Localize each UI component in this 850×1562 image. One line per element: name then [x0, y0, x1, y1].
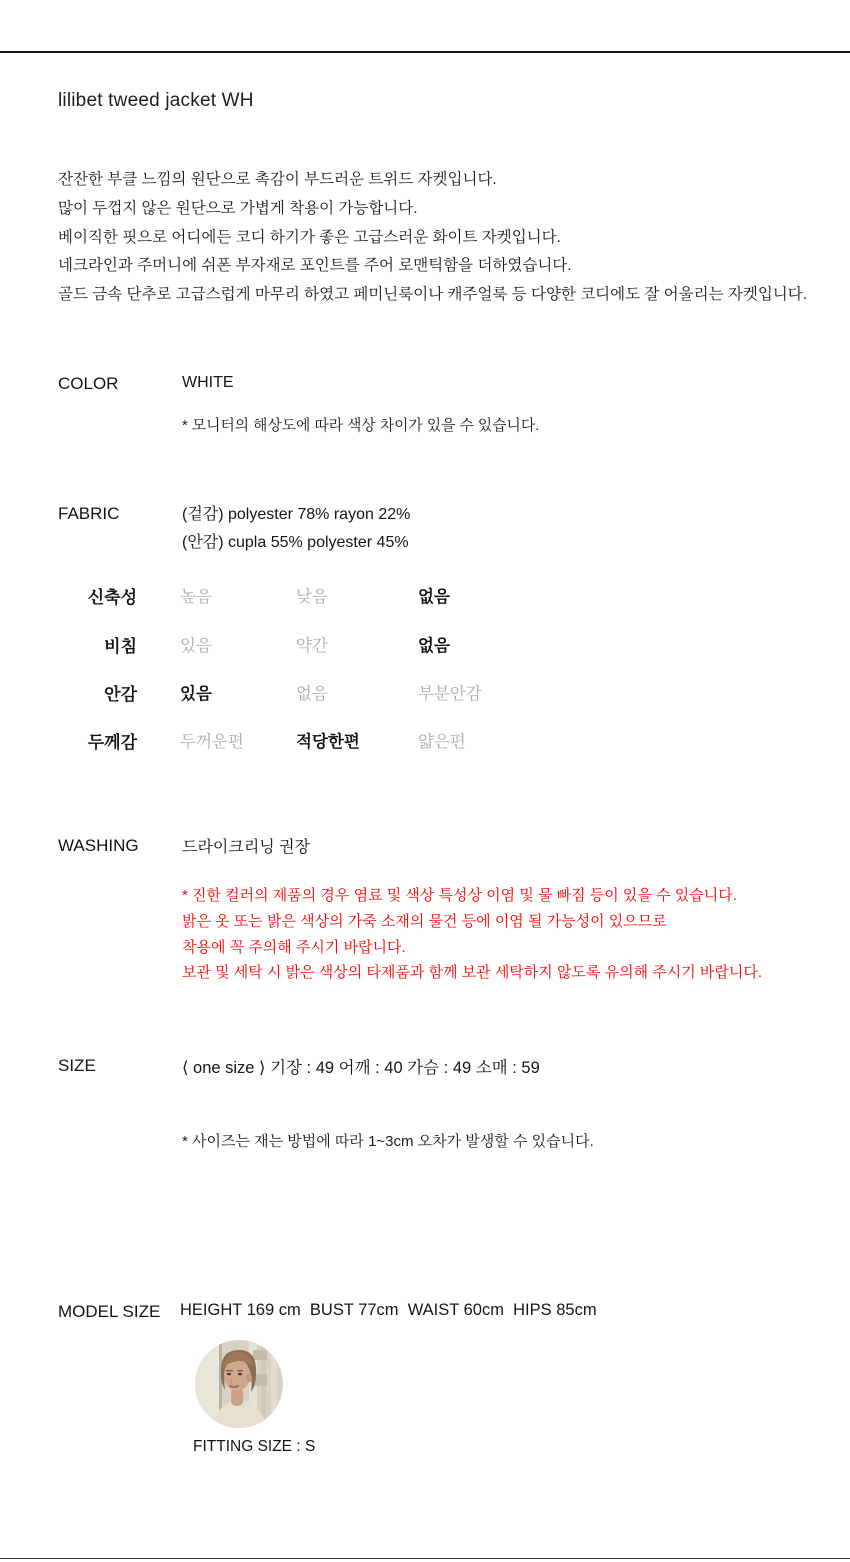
fabric-section-label: FABRIC [58, 504, 120, 523]
attr-option: 부분안감 [418, 685, 482, 703]
model-size-value: HEIGHT 169 cm BUST 77cm WAIST 60cm HIPS 85cm [180, 1301, 597, 1319]
attr-option: 높음 [180, 588, 212, 606]
attr-label-sheer: 비침 [104, 637, 137, 656]
model-photo [195, 1340, 283, 1428]
attr-option: 적당한편 [296, 733, 360, 751]
washing-warning-line: 밝은 옷 또는 밝은 색상의 가죽 소재의 물건 등에 이염 될 가능성이 있으므로 [182, 913, 667, 930]
attr-option: 없음 [296, 685, 328, 703]
model-size-section-label: MODEL SIZE [58, 1302, 161, 1321]
attr-label-lining: 안감 [104, 685, 137, 704]
attr-option: 약간 [296, 637, 328, 655]
description-line: 베이직한 핏으로 어디에든 코디 하기가 좋은 고급스러운 화이트 자켓입니다. [58, 229, 561, 246]
fabric-outer: (겉감) polyester 78% rayon 22% [182, 506, 411, 523]
attr-option: 낮음 [296, 588, 328, 606]
description-line: 잔잔한 부클 느낌의 원단으로 촉감이 부드러운 트위드 자켓입니다. [58, 171, 497, 188]
description-line: 많이 두껍지 않은 원단으로 가볍게 착용이 가능합니다. [58, 200, 418, 217]
attr-option: 없음 [418, 637, 450, 655]
color-section-label: COLOR [58, 374, 119, 393]
attr-label-thickness: 두께감 [87, 733, 137, 752]
washing-warning-line: 착용에 꼭 주의해 주시기 바랍니다. [182, 939, 406, 956]
size-section-label: SIZE [58, 1056, 96, 1075]
size-value: ⟨ one size ⟩ 기장 : 49 어깨 : 40 가슴 : 49 소매 : 59 [182, 1059, 540, 1077]
attr-option: 없음 [418, 588, 450, 606]
washing-value: 드라이크리닝 권장 [182, 839, 311, 856]
product-title: lilibet tweed jacket WH [58, 90, 254, 111]
color-note: * 모니터의 해상도에 따라 색상 차이가 있을 수 있습니다. [182, 418, 540, 434]
color-value: WHITE [182, 374, 234, 391]
attr-option: 얇은편 [418, 733, 466, 751]
fitting-size-label: FITTING SIZE : S [193, 1438, 316, 1455]
bottom-divider [0, 1558, 850, 1559]
attr-option: 있음 [180, 637, 212, 655]
washing-warning-line: * 진한 컬러의 제품의 경우 염료 및 색상 특성상 이염 및 물 빠짐 등이 있을 수 있습니다. [182, 887, 737, 904]
washing-warning-line: 보관 및 세탁 시 밝은 색상의 타제품과 함께 보관 세탁하지 않도록 유의해 주시기 바랍니다. [182, 964, 762, 981]
top-divider [0, 51, 850, 53]
model-photo-illustration [195, 1340, 283, 1428]
washing-section-label: WASHING [58, 836, 139, 855]
size-note: * 사이즈는 재는 방법에 따라 1~3cm 오차가 발생할 수 있습니다. [182, 1133, 594, 1150]
fabric-lining: (안감) cupla 55% polyester 45% [182, 534, 409, 551]
attr-option: 있음 [180, 685, 212, 703]
attr-option: 두꺼운편 [180, 733, 244, 751]
attr-label-stretch: 신축성 [87, 588, 137, 607]
description-line: 네크라인과 주머니에 쉬폰 부자재로 포인트를 주어 로맨틱함을 더하였습니다. [58, 257, 572, 274]
description-line: 골드 금속 단추로 고급스럽게 마무리 하였고 페미닌룩이나 캐주얼룩 등 다양한 코디에도 잘 어울리는 자켓입니다. [58, 286, 808, 303]
